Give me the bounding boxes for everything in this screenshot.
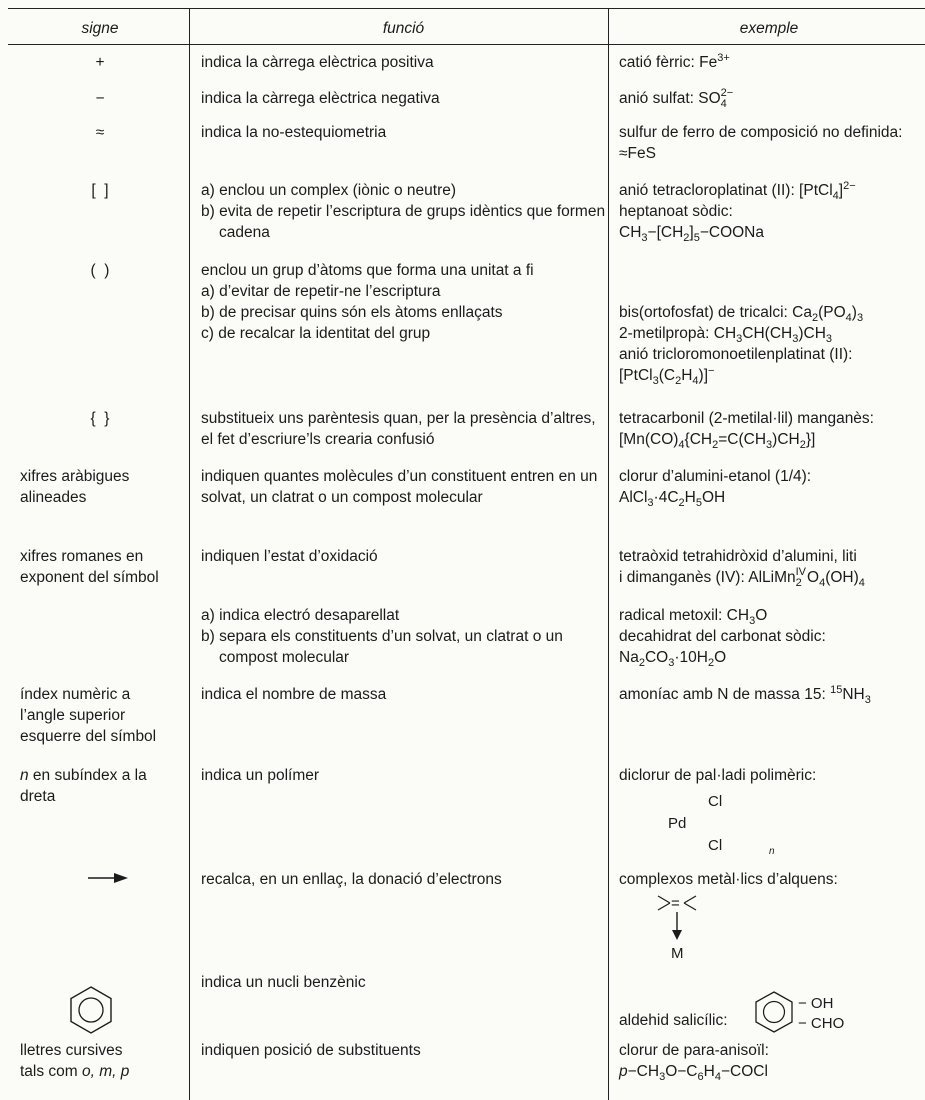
example-roman-line1: tetraòxid tetrahidròxid d’alumini, liti	[619, 548, 857, 565]
alkene-double-bond: =	[671, 895, 680, 912]
example-brackets-line1: anió tetracloroplatinat (II): [PtCl$_4$]$^{2-}$	[619, 179, 856, 203]
example-dot-line2: decahidrat del carbonat sòdic:	[619, 628, 826, 645]
example-arrow: complexos metàl·lics d’alquens:	[619, 871, 838, 888]
header-signe: signe	[81, 20, 119, 37]
polymer-n-subscript: n	[769, 846, 775, 857]
example-benzene: aldehid salicílic:	[619, 1012, 728, 1029]
example-approx: sulfur de ferro de composició no definida: ≈FeS	[619, 124, 903, 162]
header-exemple: exemple	[739, 20, 799, 37]
example-roman-line2: i dimanganès (IV): AlLiMnIV 2 $O_4(OH)_4$	[619, 566, 865, 590]
func-minus: indica la càrrega elèctrica negativa	[201, 90, 440, 107]
table-top-rule	[8, 8, 925, 9]
func-brackets-b: b) evita de repetir l’escriptura de grups idèntics que formen cadena	[201, 203, 606, 241]
sign-cursive-line1: lletres cursives	[20, 1042, 123, 1059]
polymer-cl-bottom: Cl	[708, 837, 723, 854]
salicyl-oh: − OH	[798, 995, 834, 1012]
column-divider-1	[189, 8, 190, 1100]
func-benzene: indica un nucli benzènic	[201, 974, 366, 991]
example-arabic-line2: $AlCl_3\cdot 4C_2H_5OH$	[619, 489, 726, 510]
example-cursive-line2: $p-CH_3O-C_6H_4-COCl$	[619, 1063, 768, 1084]
example-polymer: diclorur de pal·ladi polimèric:	[619, 767, 817, 784]
header-rule	[8, 44, 925, 45]
func-arabic: indiquen quantes molècules d’un constituent entren en un solvat, un clatrat o un compost molecular	[201, 468, 598, 506]
example-arabic	[619, 466, 919, 508]
sign-polymer: n en subíndex a la dreta	[20, 767, 147, 805]
func-approx: indica la no-estequiometria	[201, 124, 387, 141]
example-parens-c2: $[PtCl_3(C_2H_4)]^-$	[619, 364, 715, 388]
func-mass: indica el nombre de massa	[201, 686, 387, 703]
example-dot-line1: radical metoxil: $CH_3O$	[619, 607, 768, 628]
column-divider-2	[608, 8, 609, 1100]
func-roman: indiquen l’estat d’oxidació	[201, 548, 378, 565]
polymer-structure	[660, 786, 780, 858]
example-parens-c: anió tricloromonoetilenplatinat (II):	[619, 346, 853, 363]
sign-braces: { }	[90, 410, 110, 427]
alkene-metal-label: M	[671, 945, 684, 962]
polymer-pd: Pd	[668, 815, 687, 832]
example-parens-a: bis(ortofosfat) de tricalci: $Ca_2(PO_4)_3$	[619, 304, 864, 325]
example-dot	[619, 605, 919, 668]
example-arabic-line1: clorur d’alumini-etanol (1/4):	[619, 468, 812, 485]
example-mass: amoníac amb N de massa 15: $^{15}NH_3$	[619, 683, 871, 707]
sign-approx: ≈	[95, 124, 105, 141]
func-dot-a: a) indica electró desaparellat	[201, 607, 400, 624]
func-dot	[201, 605, 606, 668]
header-funcio: funció	[382, 20, 425, 37]
salicyl-cho: − CHO	[798, 1015, 845, 1032]
salicylaldehyde-structure	[752, 990, 872, 1036]
func-plus: indica la càrrega elèctrica positiva	[201, 54, 434, 71]
example-parens	[619, 302, 919, 386]
func-arrow: recalca, en un enllaç, la donació d’electrons	[201, 871, 502, 888]
sign-mass: índex numèric a l’angle superior esquerre del símbol	[20, 686, 157, 745]
example-plus: catió fèrric: $Fe^{3+}$	[619, 51, 730, 71]
func-brackets-a: a) enclou un complex (iònic o neutre)	[201, 182, 457, 199]
func-parens	[201, 260, 606, 344]
example-minus: anió sulfat: SO2− 4	[619, 87, 734, 110]
example-braces-line2: $[Mn(CO)_4\{CH_2=C(CH_3)CH_2\}]$	[619, 431, 816, 452]
sign-arabic: xifres aràbigues alineades	[20, 468, 130, 506]
example-roman	[619, 546, 919, 589]
sign-brackets: [ ]	[91, 182, 109, 199]
example-braces	[619, 408, 919, 450]
sign-cursive-line2: tals com o, m, p	[20, 1063, 130, 1080]
func-cursive: indiquen posició de substituents	[201, 1042, 421, 1059]
sign-roman: xifres romanes en exponent del símbol	[20, 548, 159, 586]
func-parens-c: c) de recalcar la identitat del grup	[201, 325, 431, 342]
example-braces-line1: tetracarbonil (2-metilal·lil) manganès:	[619, 410, 874, 427]
sign-plus: +	[95, 54, 105, 71]
func-dot-b: b) separa els constituents d’un solvat, un clatrat o un compost molecular	[201, 628, 563, 666]
example-cursive-line1: clorur de para-anisoïl:	[619, 1042, 769, 1059]
alkene-complex-structure	[640, 892, 720, 964]
example-dot-line3: $Na_2CO_3\cdot 10H_2O$	[619, 649, 727, 670]
func-polymer: indica un polímer	[201, 767, 320, 784]
func-brackets	[201, 180, 606, 243]
example-brackets	[619, 180, 919, 243]
benzene-ring-icon	[66, 985, 116, 1035]
func-parens-b: b) de precisar quins són els àtoms enllaçats	[201, 304, 503, 321]
func-parens-intro: enclou un grup d’àtoms que forma una unitat a fi	[201, 262, 534, 279]
func-braces: substitueix uns parèntesis quan, per la presència d’altres, el fet d’escriure’ls crearia confusió	[201, 410, 596, 448]
arrow-sign-icon	[86, 871, 136, 885]
example-brackets-line2: heptanoat sòdic:	[619, 203, 733, 220]
sign-parens: ( )	[90, 262, 110, 279]
example-cursive	[619, 1040, 919, 1082]
sign-minus: −	[95, 90, 105, 107]
example-parens-b: 2-metilpropà: $CH_3CH(CH_3)CH_3$	[619, 325, 833, 346]
example-brackets-line3: $CH_3-[CH_2]_5-COONa$	[619, 224, 765, 245]
func-parens-a: a) d’evitar de repetir-ne l’escriptura	[201, 283, 441, 300]
polymer-cl-top: Cl	[708, 793, 723, 810]
sign-cursive	[20, 1040, 190, 1082]
